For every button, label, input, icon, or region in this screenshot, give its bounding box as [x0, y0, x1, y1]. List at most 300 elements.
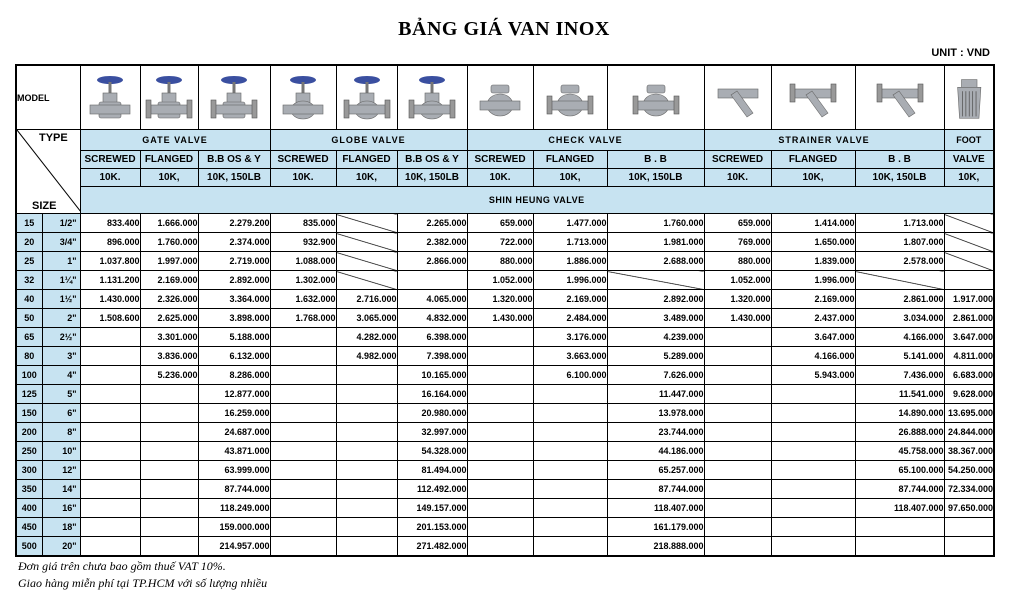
price-cell: 722.000: [467, 233, 533, 252]
table-row: [16, 328, 994, 347]
strainer-bb-icon: [856, 66, 944, 129]
price-cell: 6.132.000: [198, 347, 270, 366]
size-dn: 400: [16, 499, 42, 518]
price-cell: 7.626.000: [607, 366, 704, 385]
price-cell: [944, 518, 994, 537]
price-cell: 1.131.200: [80, 271, 140, 290]
model-image-cell: [397, 65, 467, 130]
price-cell: [80, 442, 140, 461]
price-cell: 2.437.000: [771, 309, 855, 328]
price-cell: 1.037.800: [80, 252, 140, 271]
price-cell: [467, 366, 533, 385]
price-cell: 1.886.000: [533, 252, 607, 271]
price-cell: [533, 518, 607, 537]
pressure-rating-header: 10K, 150LB: [198, 169, 270, 187]
table-row: [16, 499, 994, 518]
price-cell: 1.807.000: [855, 233, 944, 252]
table-row: [16, 309, 994, 328]
price-cell: 24.844.000: [944, 423, 994, 442]
foot-valve-icon: [945, 66, 994, 129]
model-image-cell: [771, 65, 855, 130]
table-row: [16, 480, 994, 499]
price-cell: [771, 537, 855, 557]
price-cell: 201.153.000: [397, 518, 467, 537]
size-dn: 50: [16, 309, 42, 328]
price-cell: 2.719.000: [198, 252, 270, 271]
price-cell: 13.695.000: [944, 404, 994, 423]
check-valve-bb-icon: [608, 66, 704, 129]
price-cell: 87.744.000: [607, 480, 704, 499]
price-cell: [140, 499, 198, 518]
size-dn: 32: [16, 271, 42, 290]
price-cell: [467, 518, 533, 537]
price-cell: 1.302.000: [270, 271, 336, 290]
type-size-corner: [16, 130, 80, 214]
manufacturer-name: SHIN HEUNG VALVE: [80, 187, 994, 214]
price-cell: 214.957.000: [198, 537, 270, 557]
unit-label: UNIT : VND: [931, 47, 990, 59]
price-cell: 7.398.000: [397, 347, 467, 366]
price-cell: 16.164.000: [397, 385, 467, 404]
price-cell: [140, 537, 198, 557]
price-cell: [704, 328, 771, 347]
price-cell: 932.900: [270, 233, 336, 252]
price-cell: 6.683.000: [944, 366, 994, 385]
price-cell: [467, 480, 533, 499]
table-row: [16, 271, 994, 290]
model-image-cell: [198, 65, 270, 130]
price-cell: [270, 518, 336, 537]
price-cell: 2.861.000: [944, 309, 994, 328]
model-image-cell: [704, 65, 771, 130]
price-cell: 4.166.000: [771, 347, 855, 366]
price-cell: 45.758.000: [855, 442, 944, 461]
connection-type-header: SCREWED: [270, 151, 336, 169]
connection-type-header: SCREWED: [467, 151, 533, 169]
price-cell: 44.186.000: [607, 442, 704, 461]
size-inch: 1/2": [42, 214, 80, 233]
price-cell: 5.943.000: [771, 366, 855, 385]
price-cell: 1.430.000: [80, 290, 140, 309]
size-inch: 12": [42, 461, 80, 480]
model-row: [16, 65, 994, 130]
price-cell: 880.000: [467, 252, 533, 271]
table-row: [16, 461, 994, 480]
price-cell: 1.508.600: [80, 309, 140, 328]
price-cell: 5.236.000: [140, 366, 198, 385]
price-cell: 161.179.000: [607, 518, 704, 537]
price-cell: 3.034.000: [855, 309, 944, 328]
price-cell: 65.100.000: [855, 461, 944, 480]
price-cell: [336, 366, 397, 385]
price-cell: 4.832.000: [397, 309, 467, 328]
price-cell: 2.892.000: [607, 290, 704, 309]
price-cell: [270, 328, 336, 347]
price-cell: [80, 404, 140, 423]
price-cell: 2.374.000: [198, 233, 270, 252]
pressure-rating-header: 10K,: [336, 169, 397, 187]
price-cell: 6.398.000: [397, 328, 467, 347]
price-cell: 11.447.000: [607, 385, 704, 404]
price-cell: 3.065.000: [336, 309, 397, 328]
connection-row: [16, 151, 994, 169]
gate-valve-bb-icon: [199, 66, 270, 129]
price-cell: 2.578.000: [855, 252, 944, 271]
model-image-cell: [336, 65, 397, 130]
price-cell: 1.839.000: [771, 252, 855, 271]
price-cell: [140, 442, 198, 461]
price-cell: [140, 404, 198, 423]
price-cell: 12.877.000: [198, 385, 270, 404]
price-cell: 118.407.000: [855, 499, 944, 518]
unavailable-cell: [944, 214, 994, 233]
price-cell: 87.744.000: [855, 480, 944, 499]
price-cell: 20.980.000: [397, 404, 467, 423]
price-cell: 1.760.000: [607, 214, 704, 233]
price-cell: 97.650.000: [944, 499, 994, 518]
unavailable-cell: [336, 252, 397, 271]
size-dn: 80: [16, 347, 42, 366]
price-cell: [944, 537, 994, 557]
price-cell: [704, 347, 771, 366]
price-cell: [704, 518, 771, 537]
price-cell: [467, 442, 533, 461]
price-cell: 5.141.000: [855, 347, 944, 366]
price-cell: [80, 385, 140, 404]
unavailable-cell: [855, 271, 944, 290]
group-check-valve: CHECK VALVE: [467, 130, 704, 151]
price-cell: 3.301.000: [140, 328, 198, 347]
connection-type-header: B.B OS & Y: [198, 151, 270, 169]
price-cell: 835.000: [270, 214, 336, 233]
connection-type-header: FLANGED: [771, 151, 855, 169]
price-cell: [80, 518, 140, 537]
price-cell: 6.100.000: [533, 366, 607, 385]
price-cell: [533, 480, 607, 499]
price-cell: 87.744.000: [198, 480, 270, 499]
type-label: TYPE: [39, 132, 68, 144]
unavailable-cell: [607, 271, 704, 290]
price-cell: [771, 404, 855, 423]
price-cell: 149.157.000: [397, 499, 467, 518]
price-cell: 1.760.000: [140, 233, 198, 252]
price-cell: 4.811.000: [944, 347, 994, 366]
price-cell: 26.888.000: [855, 423, 944, 442]
connection-type-header: B . B: [855, 151, 944, 169]
price-cell: [855, 537, 944, 557]
size-dn: 150: [16, 404, 42, 423]
price-cell: 1.052.000: [704, 271, 771, 290]
price-cell: [80, 423, 140, 442]
price-cell: 880.000: [704, 252, 771, 271]
size-inch: 2": [42, 309, 80, 328]
size-inch: 8": [42, 423, 80, 442]
price-cell: 1.996.000: [771, 271, 855, 290]
price-cell: 4.166.000: [855, 328, 944, 347]
price-cell: [704, 480, 771, 499]
size-inch: 1¼": [42, 271, 80, 290]
model-image-cell: [270, 65, 336, 130]
strainer-flanged-icon: [772, 66, 855, 129]
price-cell: 3.647.000: [944, 328, 994, 347]
note-vat: Đơn giá trên chưa bao gồm thuế VAT 10%.: [18, 559, 226, 573]
pressure-rating-header: 10K.: [270, 169, 336, 187]
price-cell: [397, 271, 467, 290]
price-cell: 2.625.000: [140, 309, 198, 328]
unavailable-cell: [336, 233, 397, 252]
price-cell: [467, 347, 533, 366]
note-delivery: Giao hàng miễn phí tại TP.HCM với số lượng nhiều: [18, 576, 268, 590]
price-cell: 72.334.000: [944, 480, 994, 499]
size-dn: 450: [16, 518, 42, 537]
size-label: SIZE: [32, 200, 57, 212]
price-cell: [771, 518, 855, 537]
connection-type-header: FLANGED: [140, 151, 198, 169]
price-cell: 2.169.000: [771, 290, 855, 309]
price-cell: 4.065.000: [397, 290, 467, 309]
price-cell: 16.259.000: [198, 404, 270, 423]
size-dn: 125: [16, 385, 42, 404]
price-cell: 112.492.000: [397, 480, 467, 499]
price-cell: 2.861.000: [855, 290, 944, 309]
price-cell: [140, 518, 198, 537]
model-image-cell: [533, 65, 607, 130]
price-cell: [533, 537, 607, 557]
price-cell: [270, 404, 336, 423]
price-cell: 659.000: [704, 214, 771, 233]
price-cell: 833.400: [80, 214, 140, 233]
connection-type-header: B.B OS & Y: [397, 151, 467, 169]
price-cell: 1.981.000: [607, 233, 704, 252]
price-cell: [704, 442, 771, 461]
table-row: [16, 290, 994, 309]
price-cell: 8.286.000: [198, 366, 270, 385]
price-cell: 3.836.000: [140, 347, 198, 366]
price-cell: 1.320.000: [467, 290, 533, 309]
table-row: [16, 233, 994, 252]
price-cell: 4.982.000: [336, 347, 397, 366]
price-cell: [467, 461, 533, 480]
size-inch: 16": [42, 499, 80, 518]
price-cell: 10.165.000: [397, 366, 467, 385]
price-cell: [80, 499, 140, 518]
table-row: [16, 423, 994, 442]
price-cell: [80, 461, 140, 480]
pressure-rating-header: 10K,: [533, 169, 607, 187]
model-image-cell: [944, 65, 994, 130]
unavailable-cell: [336, 271, 397, 290]
model-image-cell: [80, 65, 140, 130]
price-cell: 659.000: [467, 214, 533, 233]
price-cell: [533, 461, 607, 480]
size-inch: 2½": [42, 328, 80, 347]
size-inch: 6": [42, 404, 80, 423]
price-cell: 1.414.000: [771, 214, 855, 233]
price-cell: [140, 461, 198, 480]
model-image-cell: [140, 65, 198, 130]
connection-type-header: FLANGED: [336, 151, 397, 169]
manufacturer-row: [16, 187, 994, 214]
price-cell: [80, 347, 140, 366]
connection-type-header: VALVE: [944, 151, 994, 169]
size-inch: 14": [42, 480, 80, 499]
price-cell: 2.892.000: [198, 271, 270, 290]
price-cell: 54.328.000: [397, 442, 467, 461]
size-inch: 4": [42, 366, 80, 385]
price-cell: 1.768.000: [270, 309, 336, 328]
gate-valve-flanged-icon: [141, 66, 198, 129]
price-cell: [533, 499, 607, 518]
size-dn: 100: [16, 366, 42, 385]
check-valve-flanged-icon: [534, 66, 607, 129]
price-cell: 1.052.000: [467, 271, 533, 290]
connection-type-header: B . B: [607, 151, 704, 169]
price-cell: 218.888.000: [607, 537, 704, 557]
price-cell: [704, 385, 771, 404]
price-cell: 4.239.000: [607, 328, 704, 347]
price-cell: [336, 480, 397, 499]
price-cell: [467, 537, 533, 557]
globe-valve-flanged-icon: [337, 66, 397, 129]
group-globe-valve: GLOBE VALVE: [270, 130, 467, 151]
price-cell: [467, 423, 533, 442]
price-cell: 2.382.000: [397, 233, 467, 252]
price-cell: 159.000.000: [198, 518, 270, 537]
size-inch: 18": [42, 518, 80, 537]
table-row: [16, 252, 994, 271]
price-cell: [467, 404, 533, 423]
size-dn: 500: [16, 537, 42, 557]
connection-type-header: FLANGED: [533, 151, 607, 169]
price-cell: 1.430.000: [467, 309, 533, 328]
size-dn: 15: [16, 214, 42, 233]
price-cell: [336, 423, 397, 442]
price-cell: [270, 347, 336, 366]
table-row: [16, 385, 994, 404]
size-dn: 25: [16, 252, 42, 271]
size-inch: 1": [42, 252, 80, 271]
price-cell: [270, 537, 336, 557]
price-cell: 32.997.000: [397, 423, 467, 442]
price-cell: [467, 385, 533, 404]
size-dn: 200: [16, 423, 42, 442]
price-cell: [270, 423, 336, 442]
price-cell: [533, 385, 607, 404]
pressure-rating-header: 10K, 150LB: [397, 169, 467, 187]
size-dn: 350: [16, 480, 42, 499]
price-cell: [270, 366, 336, 385]
size-dn: 20: [16, 233, 42, 252]
unavailable-cell: [944, 233, 994, 252]
rating-row: [16, 169, 994, 187]
pressure-rating-header: 10K,: [771, 169, 855, 187]
unavailable-cell: [944, 252, 994, 271]
connection-type-header: SCREWED: [80, 151, 140, 169]
price-cell: [704, 499, 771, 518]
price-cell: [855, 518, 944, 537]
size-inch: 3/4": [42, 233, 80, 252]
price-cell: [533, 442, 607, 461]
price-cell: 2.688.000: [607, 252, 704, 271]
connection-type-header: SCREWED: [704, 151, 771, 169]
price-cell: [704, 423, 771, 442]
price-cell: [80, 480, 140, 499]
price-cell: 1.650.000: [771, 233, 855, 252]
table-row: [16, 537, 994, 557]
pressure-rating-header: 10K, 150LB: [607, 169, 704, 187]
price-cell: [336, 404, 397, 423]
price-cell: [336, 442, 397, 461]
price-cell: 3.647.000: [771, 328, 855, 347]
price-cell: [270, 480, 336, 499]
price-cell: 1.713.000: [533, 233, 607, 252]
size-dn: 40: [16, 290, 42, 309]
pressure-rating-header: 10K, 150LB: [855, 169, 944, 187]
price-cell: 118.249.000: [198, 499, 270, 518]
model-label: MODEL: [16, 65, 80, 130]
price-cell: [270, 499, 336, 518]
price-cell: 1.632.000: [270, 290, 336, 309]
footnotes: [18, 558, 267, 592]
price-cell: [80, 366, 140, 385]
price-cell: 38.367.000: [944, 442, 994, 461]
price-cell: [771, 461, 855, 480]
price-cell: [336, 499, 397, 518]
size-dn: 65: [16, 328, 42, 347]
price-table: [15, 64, 995, 557]
price-cell: 271.482.000: [397, 537, 467, 557]
price-cell: [467, 328, 533, 347]
model-image-cell: [607, 65, 704, 130]
pressure-rating-header: 10K,: [944, 169, 994, 187]
price-cell: [80, 328, 140, 347]
strainer-screwed-icon: [705, 66, 771, 129]
price-cell: [704, 404, 771, 423]
price-cell: 2.265.000: [397, 214, 467, 233]
price-cell: [533, 423, 607, 442]
price-cell: [771, 499, 855, 518]
price-cell: [336, 461, 397, 480]
price-cell: 3.489.000: [607, 309, 704, 328]
price-cell: 1.997.000: [140, 252, 198, 271]
size-inch: 10": [42, 442, 80, 461]
price-cell: 14.890.000: [855, 404, 944, 423]
table-row: [16, 442, 994, 461]
price-cell: 11.541.000: [855, 385, 944, 404]
price-cell: 2.279.200: [198, 214, 270, 233]
price-cell: [704, 366, 771, 385]
price-cell: 1.477.000: [533, 214, 607, 233]
price-cell: [80, 537, 140, 557]
price-cell: 2.866.000: [397, 252, 467, 271]
model-image-cell: [855, 65, 944, 130]
table-row: [16, 347, 994, 366]
table-row: [16, 366, 994, 385]
price-cell: 118.407.000: [607, 499, 704, 518]
size-inch: 1½": [42, 290, 80, 309]
size-inch: 3": [42, 347, 80, 366]
price-cell: 1.088.000: [270, 252, 336, 271]
price-cell: [270, 461, 336, 480]
price-cell: [771, 423, 855, 442]
price-cell: [467, 499, 533, 518]
price-cell: [140, 423, 198, 442]
price-cell: 5.289.000: [607, 347, 704, 366]
pressure-rating-header: 10K.: [467, 169, 533, 187]
price-cell: [771, 480, 855, 499]
price-cell: 3.898.000: [198, 309, 270, 328]
price-cell: 3.176.000: [533, 328, 607, 347]
